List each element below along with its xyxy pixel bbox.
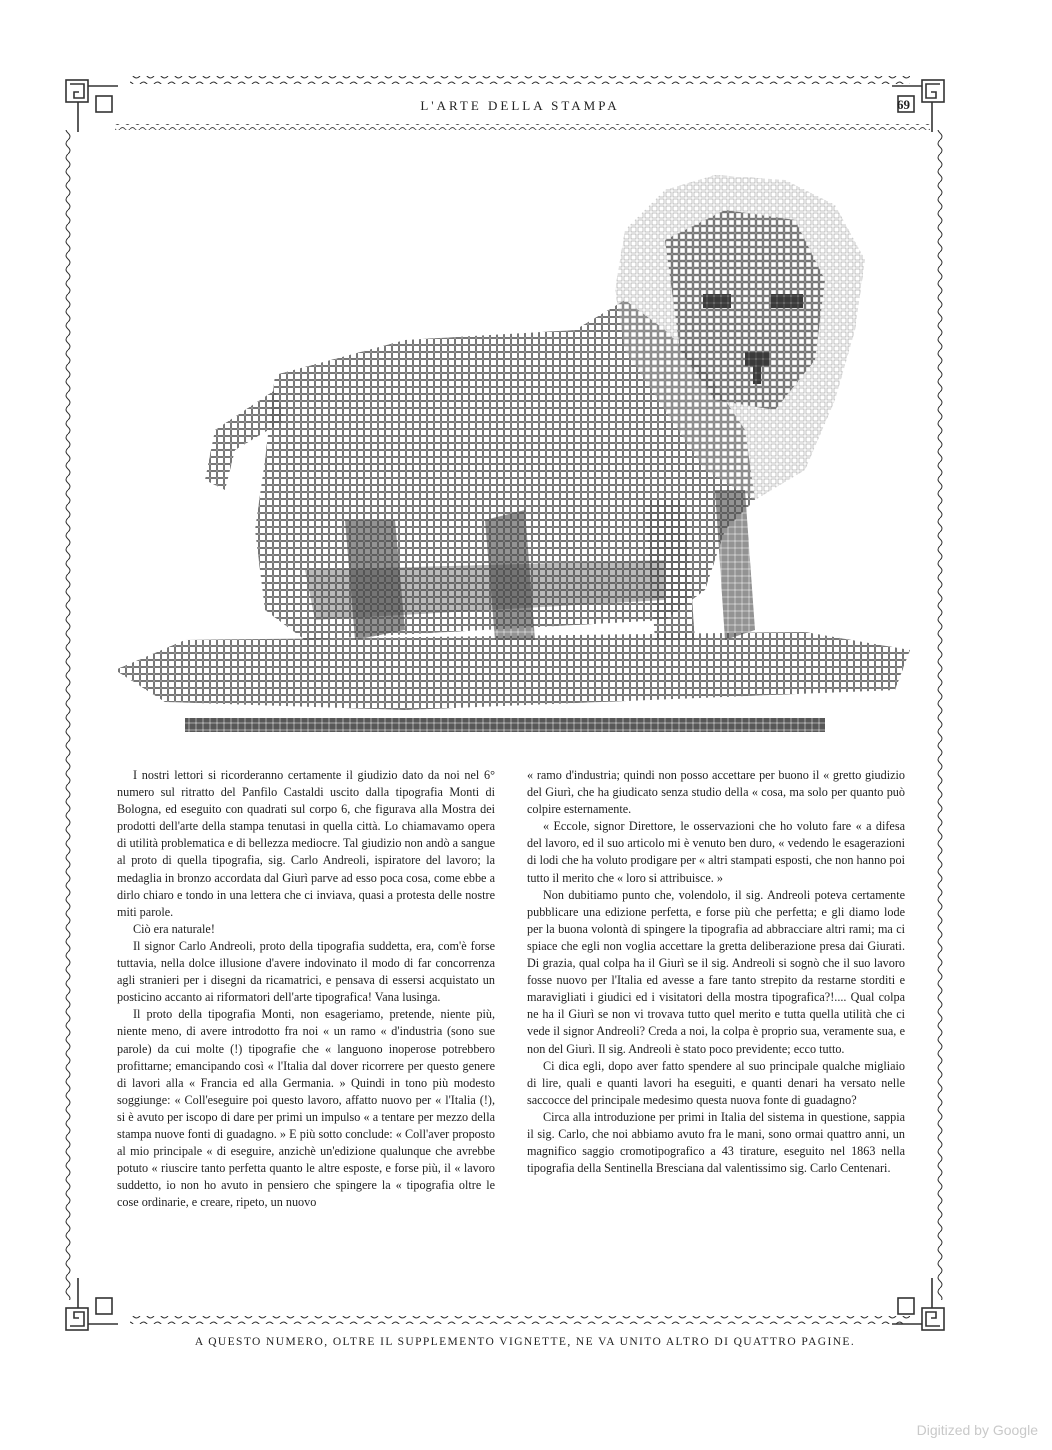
corner-ornament-bottom-left [66,1278,118,1330]
text-column-left [117,767,495,1211]
paragraph: Il signor Carlo Andreoli, proto della tipografia suddetta, era, com'è forse tuttavia, nella dolce illusione d'avere indovinato il modo di far concorrenza agli stranieri per i disegni da ricamatrici, e pensava di essersi acquistato un posticino accanto ai riformatori dell'arte tipografica! Vana lusinga. [117,938,495,1005]
watermark: Digitized by Google [916,1422,1038,1438]
running-head [110,96,930,122]
lion-typographic-mosaic-icon [105,170,925,750]
running-title: L'ARTE DELLA STAMPA [420,98,620,113]
paragraph: Il proto della tipografia Monti, non esageriamo, pretende, niente più, niente meno, di avere introdotto fra noi « un ramo « d'industria (sono sue parole) da cui molte (!) tipografie che « languono inoperose potrebbero profittarne; emancipando così « l'Italia dal dover ricorrere per questo genere di lavori alla « Francia ed alla Germania. » Quindi in tono più modesto soggiunge: « Coll'eseguire poi questo lavoro, affatto nuovo per « l'Italia (!), si è avuto per iscopo di dare per primi un impulso « a tentare per mezzo della stampa nuove fonti di guadagno. » E più sotto conclude: « Coll'aver proposto al mio principale « di eseguire, anzichè un'edizione qualunque che avrebbe potuto « riuscire tanto perfetta quanto le altre esposte, e forse più, il « lavoro suddetto, io non ho avuto in pensiero che spingere la « tipografia oltre le cose ordinarie, e creare, ripeto, un nuovo [117,1007,495,1210]
footer-note: A QUESTO NUMERO, OLTRE IL SUPPLEMENTO VIGNETTE, NE VA UNITO ALTRO DI QUATTRO PAGINE. [194,1336,856,1348]
paragraph: Non dubitiamo punto che, volendolo, il sig. Andreoli poteva certamente pubblicare una edizione perfetta, e forse più che perfetta; e gli diamo lode per la buona volontà di spingere la tipografia ad abbracciare altri rami; ma ci spiace che egli non voglia accettare la gretta deliberazione presa dai Giurati. Di grazia, qual colpa ha il Giurì se il sig. Andreoli si sognò che il suo lavoro fosse nuovo per l'Italia ed avesse a fare tanto strepito da restarne storditi e maravigliati i giudici ed i visitatori della mostra tipografica?!.... Qual colpa ne ha il Giurì se non vi trovava tutto quel merito e tutta quella utilità che ci vede il signor Andreoli? Creda a noi, la colpa è proprio sua, veramente sua, e non del Giurì. Il sig. Andreoli è stato poco previdente; ecco tutto. [527,887,905,1056]
paragraph: Circa alla introduzione per primi in Italia del sistema in questione, sappia il sig. Carlo, che noi abbiamo avuto fra le mani, sono ormai quattro anni, un magnifico saggio cromotipografico a 43 tirature, eseguito nel 1863 nella tipografia della Sentinella Bresciana dal valentissimo sig. Carlo Centenari. [527,1109,905,1176]
paragraph: Ci dica egli, dopo aver fatto spendere al suo principale qualche migliaio di lire, quali e quanti lavori ha eseguiti, e quanti denari ha versato nelle saccocce del principale medesimo questa nuova fonte di guadagno? [527,1058,905,1107]
paragraph: « ramo d'industria; quindi non posso accettare per buono il « gretto giudizio del Giurì, che ha giudicato senza studio della « cosa, ma solo per quanto può colpire esternamente. [527,768,905,817]
text-column-right [527,767,905,1177]
paragraph: « Eccole, signor Direttore, le osservazioni che ho voluto fare « a difesa del lavoro, ed il suo articolo mi è venuto ben duro, « vedendo le esagerazioni di lodi che ha voluto prodigare per « altri stampati esposti, che non hanno poi tutto il merito che « loro si attribuisce. » [527,819,905,885]
paragraph: Ciò era naturale! [133,921,215,936]
page-number: 69 [897,97,910,112]
paragraph: I nostri lettori si ricorderanno certamente il giudizio dato da noi nel 6° numero sul ritratto del Panfilo Castaldi uscito dalla tipografia Monti di Bologna, ed eseguito con quadrati sul corpo 6, che figurava alla Mostra dei prodotti dell'arte della stampa tenutasi in quella città. Lo chiamavamo opera di utilità problematica e di bellezza mediocre. Tal giudizio non andò a sangue al proto di quella tipografia, sig. Carlo Andreoli, ispiratore del lavoro; la medaglia in bronzo accordata dal Giurì parve ad esso poca cosa, come ebbe a dirlo chiaro e tondo in una lettera che ci inviava, quasi a protesta delle nostre miti parole. [117,768,495,919]
